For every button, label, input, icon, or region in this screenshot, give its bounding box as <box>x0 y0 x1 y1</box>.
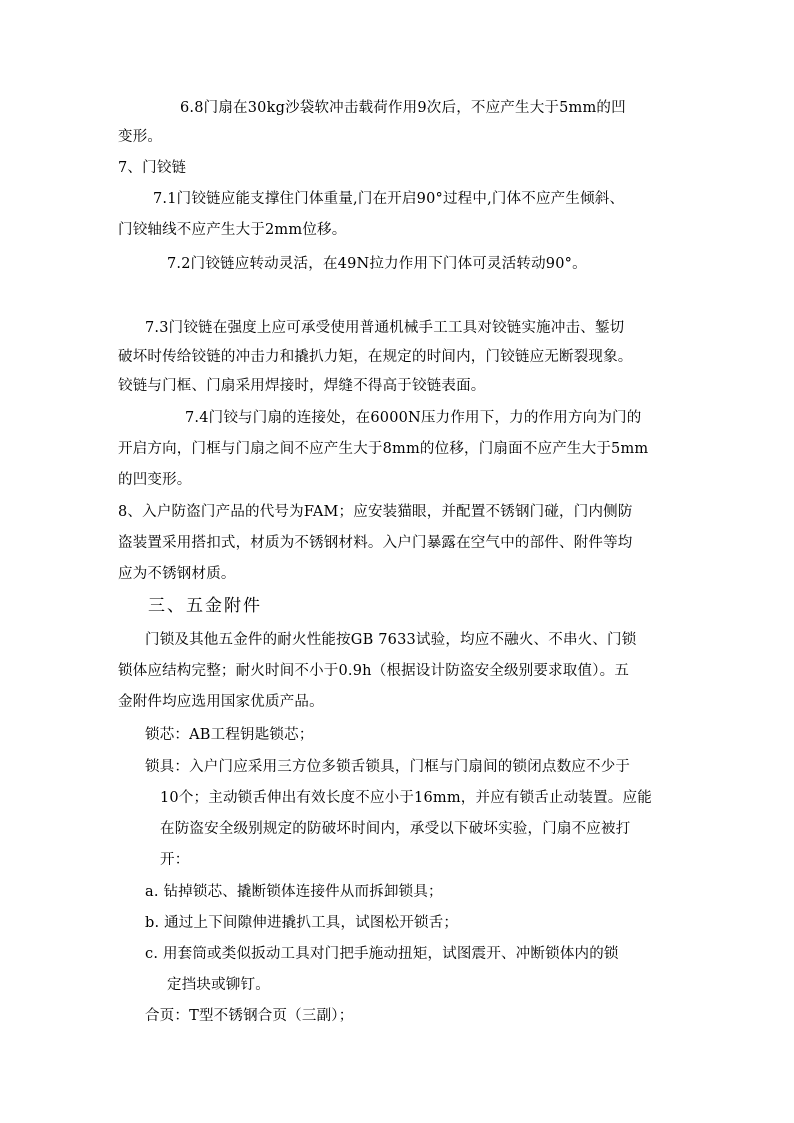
list-item-a: a. 钻掉锁芯、撬断锁体连接件从而拆卸锁具； <box>145 884 443 900</box>
para-7-1-line2: 门铰轴线不应产生大于2mm位移。 <box>118 222 347 238</box>
section-3-title: 三、五金附件 <box>148 596 262 616</box>
list-item-c-line2: 定挡块或铆钉。 <box>167 977 270 993</box>
para-8-line2: 盗装置采用搭扣式，材质为不锈钢材料。入户门暴露在空气中的部件、附件等均 <box>118 535 633 551</box>
lock-body-line3: 在防盗安全级别规定的防破坏时间内，承受以下破坏实验，门扇不应被打 <box>160 821 631 837</box>
lock-body-line4: 开： <box>160 852 190 868</box>
para-7-3-line2: 破坏时传给铰链的冲击力和撬扒力矩，在规定的时间内，门铰链应无断裂现象。 <box>118 349 633 365</box>
para-7-2: 7.2门铰链应转动灵活，在49N拉力作用下门体可灵活转动90°。 <box>167 256 587 272</box>
para-7-1-line1: 7.1门铰链应能支撑住门体重量,门在开启90°过程中,门体不应产生倾斜、 <box>153 191 625 207</box>
para-6-8-line2: 变形。 <box>118 129 163 145</box>
para-7-3-line3: 铰链与门框、门扇采用焊接时，焊缝不得高于铰链表面。 <box>118 378 486 394</box>
hinge-line: 合页：T型不锈钢合页（三副）； <box>145 1008 354 1024</box>
lock-body-line1: 锁具：入户门应采用三方位多锁舌锁具，门框与门扇间的锁闭点数应不少于 <box>145 759 631 775</box>
para-8-line1: 8、入户防盗门产品的代号为FAM；应安装猫眼，并配置不锈钢门碰，门内侧防 <box>118 504 633 520</box>
para-8-line3: 应为不锈钢材质。 <box>118 566 236 582</box>
hardware-intro-line1: 门锁及其他五金件的耐火性能按GB 7633试验，均应不融火、不串火、门锁 <box>145 632 637 648</box>
para-7-4-line2: 开启方向，门框与门扇之间不应产生大于8mm的位移，门扇面不应产生大于5mm <box>118 441 649 457</box>
list-item-b: b. 通过上下间隙伸进撬扒工具，试图松开锁舌； <box>145 915 459 931</box>
section-7-title: 7、门铰链 <box>118 160 187 176</box>
lock-core-line: 锁芯：AB工程钥匙锁芯； <box>145 727 314 743</box>
para-6-8-line1: 6.8门扇在30kg沙袋软冲击载荷作用9次后，不应产生大于5mm的凹 <box>180 100 626 116</box>
para-7-3-line1: 7.3门铰链在强度上应可承受使用普通机械手工工具对铰链实施冲击、錾切 <box>145 320 625 336</box>
hardware-intro-line3: 金附件均应选用国家优质产品。 <box>118 694 324 710</box>
para-7-4-line1: 7.4门铰与门扇的连接处，在6000N压力作用下，力的作用方向为门的 <box>185 410 642 426</box>
list-item-c-line1: c. 用套筒或类似扳动工具对门把手施动扭矩，试图震开、冲断锁体内的锁 <box>145 946 619 962</box>
hardware-intro-line2: 锁体应结构完整；耐火时间不小于0.9h（根据设计防盗安全级别要求取值）。五 <box>118 663 630 679</box>
lock-body-line2: 10个；主动锁舌伸出有效长度不应小于16mm，并应有锁舌止动装置。应能 <box>160 790 652 806</box>
para-7-4-line3: 的凹变形。 <box>118 472 192 488</box>
